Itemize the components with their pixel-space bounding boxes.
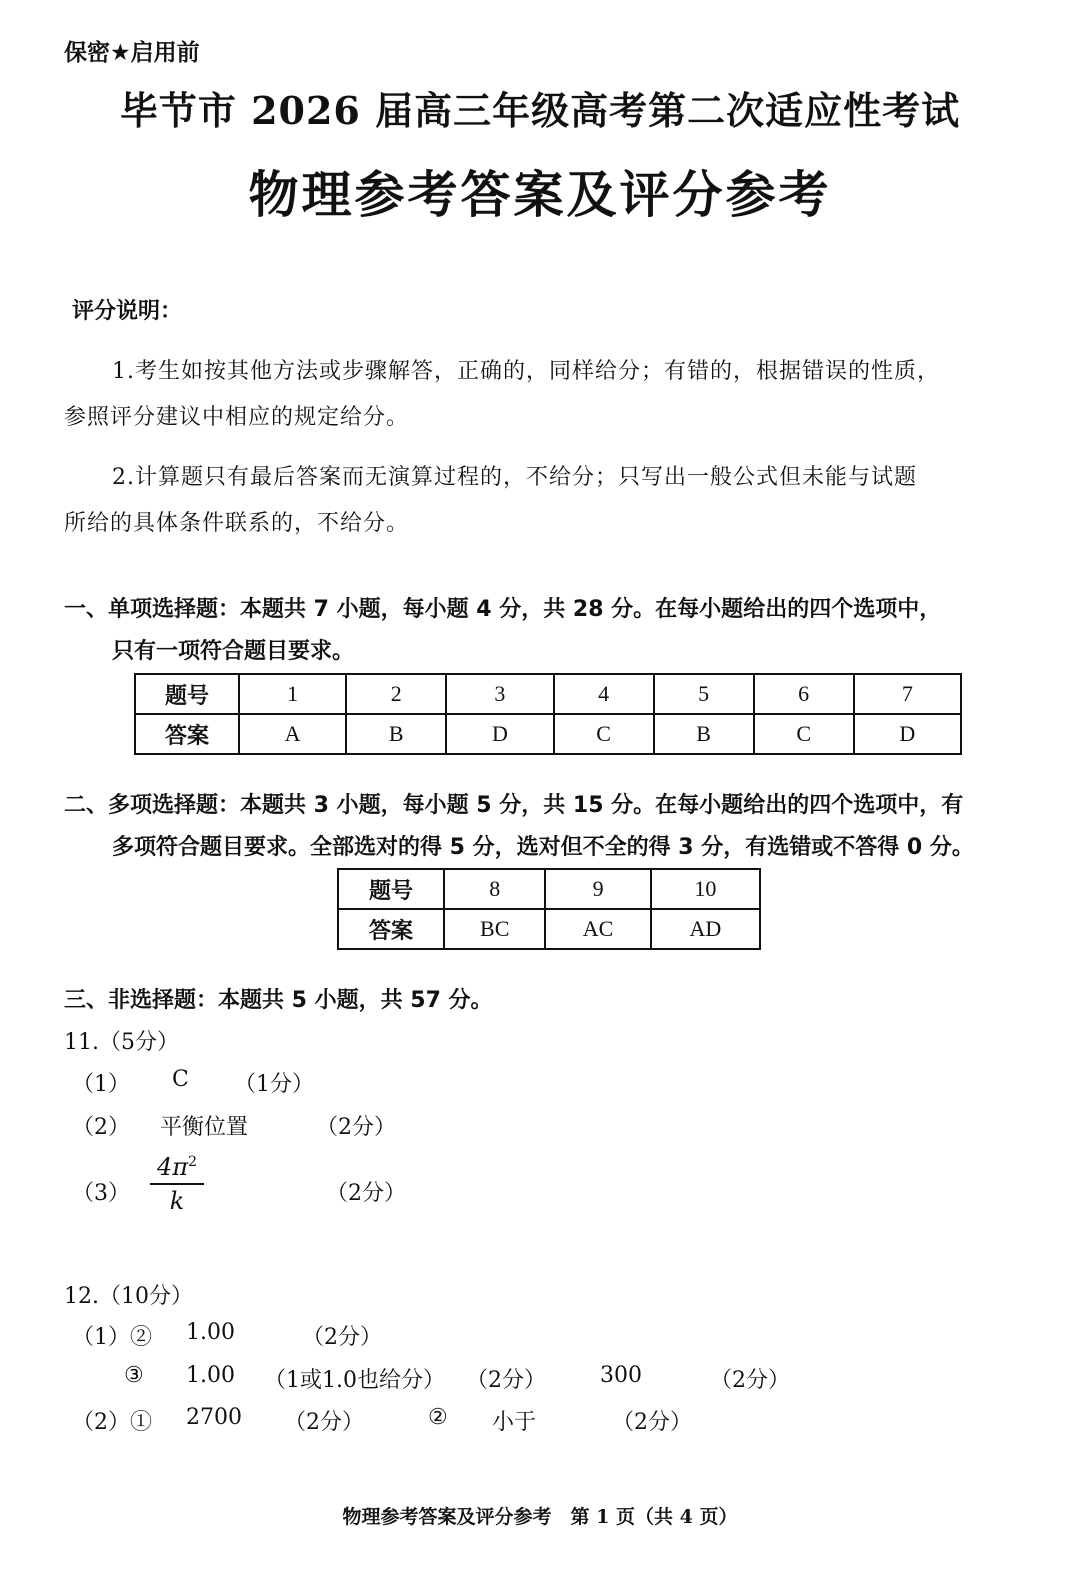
page-title: 物理参考答案及评分参考 xyxy=(248,166,832,224)
note1-line1: 1.考生如按其他方法或步骤解答，正确的，同样给分；有错的，根据错误的性质， xyxy=(112,359,940,384)
section1-heading-cont: 只有一项符合题目要求。 xyxy=(112,639,355,664)
q11-part2-score: （2分） xyxy=(316,1115,396,1140)
q11-part1-score: （1分） xyxy=(234,1072,314,1097)
q11-part3-label: （3） xyxy=(72,1181,130,1206)
table-row xyxy=(135,674,961,714)
question-number: 2 xyxy=(346,674,446,714)
q12-row1-answer: 1.00 xyxy=(186,1320,235,1345)
page-footer: 物理参考答案及评分参考 第 1 页（共 4 页） xyxy=(342,1506,738,1528)
question-number: 8 xyxy=(444,869,545,909)
question-number: 9 xyxy=(545,869,650,909)
multi-choice-answer-table xyxy=(337,868,761,950)
q12-row2-label: ③ xyxy=(124,1363,144,1388)
answer-cell: B xyxy=(346,714,446,754)
answer-cell: BC xyxy=(444,909,545,949)
q11-part1-label: （1） xyxy=(72,1072,130,1097)
table-row xyxy=(135,714,961,754)
notes-label: 评分说明： xyxy=(72,299,183,324)
section3-heading: 三、非选择题：本题共 5 小题，共 57 分。 xyxy=(64,988,493,1013)
question-number: 6 xyxy=(754,674,854,714)
q11-part2-answer: 平衡位置 xyxy=(160,1115,249,1140)
q12-row2-note: （1或1.0也给分） xyxy=(264,1368,445,1393)
q12-title: 12.（10分） xyxy=(64,1284,193,1309)
formula-denominator: k xyxy=(169,1187,185,1215)
question-number: 10 xyxy=(651,869,760,909)
q12-row3-label: （2）① xyxy=(72,1410,152,1435)
section2-heading-cont: 多项符合题目要求。全部选对的得 5 分，选对但不全的得 3 分，有选错或不答得 0 分。 xyxy=(112,835,974,860)
q12-row2-answer: 1.00 xyxy=(186,1363,235,1388)
answer-cell: C xyxy=(754,714,854,754)
question-number: 4 xyxy=(554,674,654,714)
answer-cell: D xyxy=(854,714,961,754)
answer-cell: C xyxy=(554,714,654,754)
note2-line2: 所给的具体条件联系的，不给分。 xyxy=(64,511,410,536)
q11-part3-formula xyxy=(150,1153,204,1215)
q12-row1-label: （1）② xyxy=(72,1325,152,1350)
note1-line2: 参照评分建议中相应的规定给分。 xyxy=(64,405,410,430)
question-number: 1 xyxy=(239,674,346,714)
table-row xyxy=(338,869,760,909)
q12-row3-label2: ② xyxy=(428,1405,448,1430)
table-header-number: 题号 xyxy=(338,869,444,909)
q12-row2-answer2: 300 xyxy=(600,1363,642,1388)
q12-row3-score: （2分） xyxy=(284,1410,364,1435)
table-header-answer: 答案 xyxy=(135,714,239,754)
answer-cell: AD xyxy=(651,909,760,949)
formula-numerator: $4\pi^2$ xyxy=(150,1153,204,1185)
answer-cell: B xyxy=(654,714,754,754)
q12-row3-score2: （2分） xyxy=(612,1410,692,1435)
table-row xyxy=(338,909,760,949)
question-number: 5 xyxy=(654,674,754,714)
q11-title: 11.（5分） xyxy=(64,1030,179,1055)
answer-cell: D xyxy=(446,714,553,754)
question-number: 7 xyxy=(854,674,961,714)
q11-part2-label: （2） xyxy=(72,1115,130,1140)
exam-title: 毕节市 2026 届高三年级高考第二次适应性考试 xyxy=(119,88,961,133)
q12-row2-score: （2分） xyxy=(466,1368,546,1393)
q12-row3-answer: 2700 xyxy=(186,1405,242,1430)
table-header-answer: 答案 xyxy=(338,909,444,949)
answer-cell: AC xyxy=(545,909,650,949)
q12-row2-score2: （2分） xyxy=(710,1368,790,1393)
q12-row1-score: （2分） xyxy=(302,1325,382,1350)
table-header-number: 题号 xyxy=(135,674,239,714)
q11-part1-answer: C xyxy=(172,1067,189,1092)
q11-part3-score: （2分） xyxy=(326,1181,406,1206)
confidential-mark: 保密★启用前 xyxy=(64,40,200,66)
answer-cell: A xyxy=(239,714,346,754)
section1-heading: 一、单项选择题：本题共 7 小题，每小题 4 分，共 28 分。在每小题给出的四个选项中， xyxy=(64,597,942,622)
note2-line1: 2.计算题只有最后答案而无演算过程的，不给分；只写出一般公式但未能与试题 xyxy=(112,465,917,490)
q12-row3-answer2: 小于 xyxy=(492,1410,537,1435)
section2-heading: 二、多项选择题：本题共 3 小题，每小题 5 分，共 15 分。在每小题给出的四个选项中，有 xyxy=(64,793,964,818)
single-choice-answer-table xyxy=(134,673,962,755)
question-number: 3 xyxy=(446,674,553,714)
